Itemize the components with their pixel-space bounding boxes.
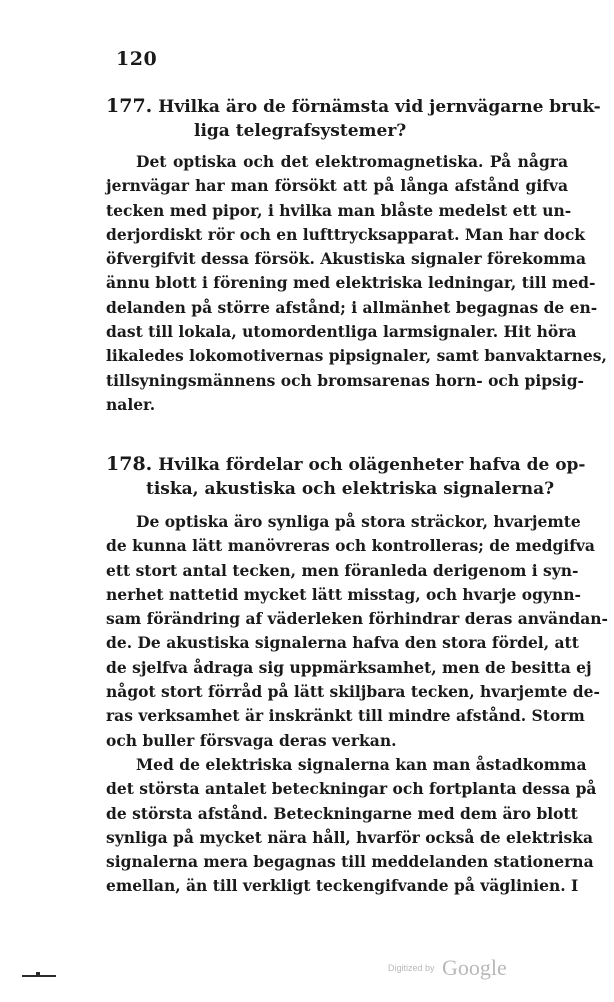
answer-line: likaledes lokomotivernas pipsignaler, samt banvaktarnes, — [106, 346, 607, 366]
answer-line: derjordiskt rör och en lufttrycksapparat. Man har dock — [106, 224, 586, 244]
answer-line: något stort förråd på lätt skiljbara tecken, hvarjemte de- — [106, 682, 600, 702]
question-line: liga telegrafsystemer? — [194, 121, 407, 141]
answer-line: tillsyningsmännens och bromsarenas horn- och pipsig- — [106, 370, 584, 390]
answer-line: dast till lokala, utomordentliga larmsignaler. Hit höra — [106, 322, 577, 342]
answer-177 — [106, 150, 607, 417]
question-text: Hvilka fördelar och olägenheter hafva de op- — [158, 455, 586, 475]
answer-line: öfvergifvit dessa försök. Akustiska signaler förekomma — [106, 249, 586, 269]
answer-line: sam förändring af väderleken förhindrar deras användan- — [106, 609, 608, 629]
answer-line: och buller försvaga deras verkan. — [106, 730, 397, 750]
answer-line: Med de elektriska signalerna kan man åstadkomma — [136, 754, 587, 774]
answer-line: emellan, än till verkligt teckengifvande på väglinien. I — [106, 876, 579, 896]
watermark-prefix: Digitized by — [388, 963, 435, 973]
answer-line: ett stort antal tecken, men föranleda derigenom i syn- — [106, 560, 579, 580]
answer-line: De optiska äro synliga på stora sträckor, hvarjemte — [136, 512, 581, 531]
question-number: 178. — [106, 453, 153, 475]
answer-line: ännu blott i förening med elektriska ledningar, till med- — [106, 273, 596, 293]
answer-line: de sjelfva ådraga sig uppmärksamhet, men de besitta ej — [106, 657, 592, 677]
question-178 — [106, 452, 586, 501]
answer-line: de kunna lätt manövreras och kontrolleras; de medgifva — [106, 536, 595, 556]
question-line — [106, 94, 601, 119]
answer-line: nerhet nattetid mycket lätt misstag, och hvarje ogynn- — [106, 584, 581, 604]
answer-line: de största afstånd. Beteckningarne med dem äro blott — [106, 803, 578, 823]
answer-line: jernvägar har man försökt att på långa afstånd gifva — [106, 176, 568, 196]
answer-line: delanden på större afstånd; i allmänhet begagnas de en- — [106, 297, 598, 317]
answer-line: tecken med pipor, i hvilka man blåste medelst ett un- — [106, 200, 572, 220]
page-number: 120 — [116, 48, 158, 70]
answer-line: det största antalet beteckningar och fortplanta dessa på — [106, 779, 597, 799]
answer-line: synliga på mycket nära håll, hvarför också de elektriska — [106, 827, 594, 847]
digitized-watermark — [388, 955, 507, 981]
scan-edge-dot — [36, 972, 40, 976]
google-logo: Google — [441, 955, 507, 980]
answer-line: Det optiska och det elektromagnetiska. På några — [136, 152, 568, 171]
answer-line: de. De akustiska signalerna hafva den stora fördel, att — [106, 633, 579, 653]
answer-178 — [106, 510, 608, 899]
question-line: tiska, akustiska och elektriska signalerna? — [146, 479, 555, 499]
answer-line: naler. — [106, 394, 156, 414]
answer-line: ras verksamhet är inskränkt till mindre afstånd. Storm — [106, 706, 585, 726]
question-text: Hvilka äro de förnämsta vid jernvägarne bruk- — [158, 97, 601, 117]
answer-line: signalerna mera begagnas till meddelanden stationerna — [106, 852, 594, 872]
question-177 — [106, 94, 601, 143]
question-number: 177. — [106, 95, 153, 117]
question-line — [106, 452, 586, 477]
